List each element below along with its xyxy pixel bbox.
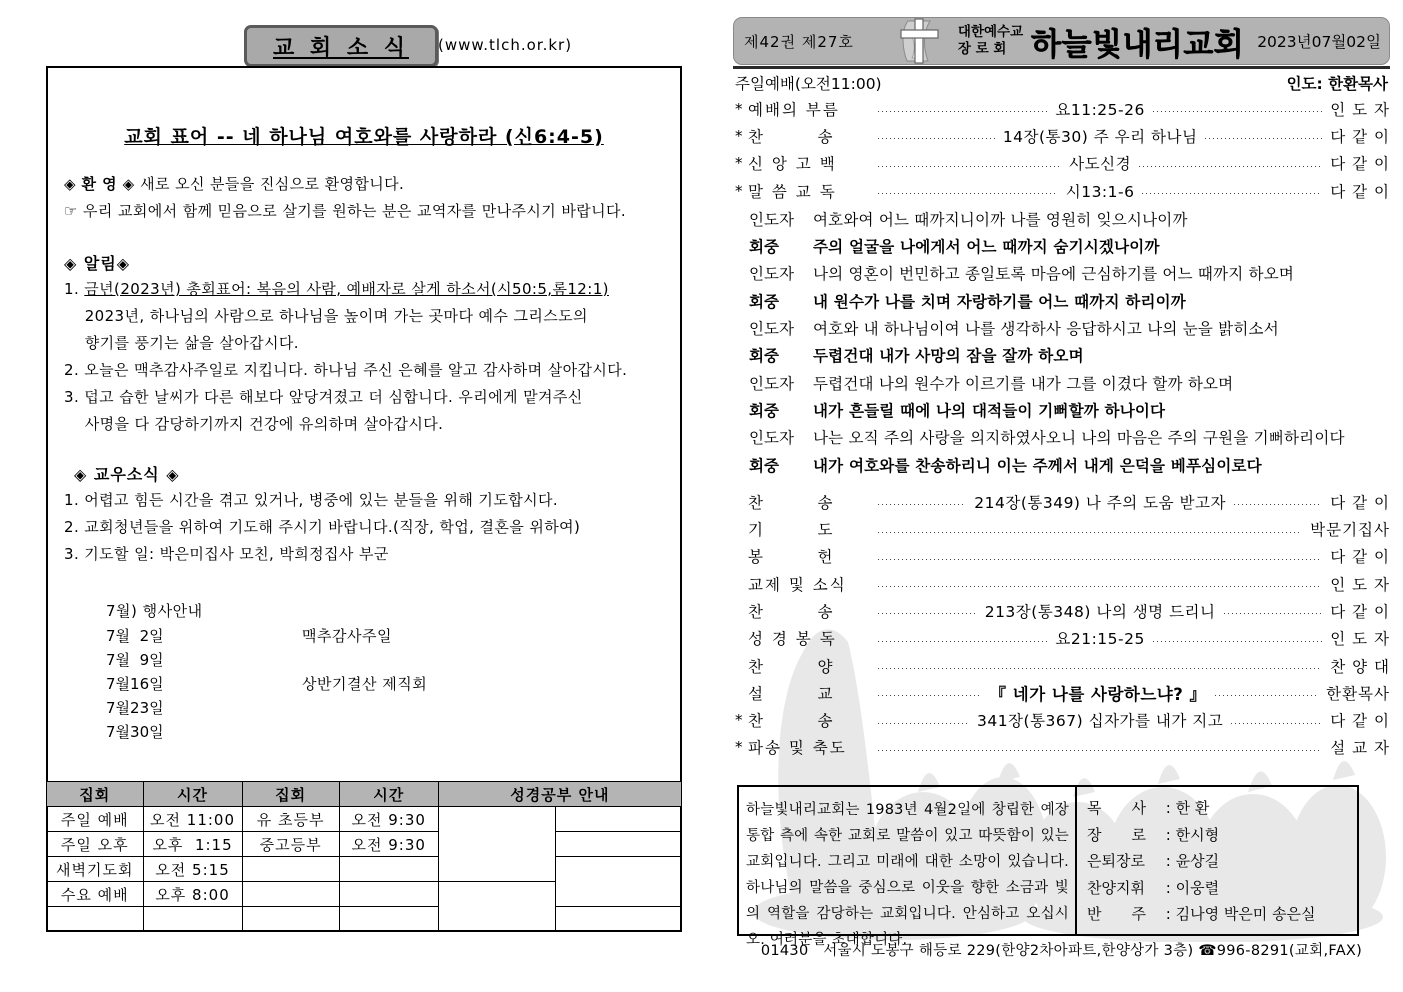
- event-name: 맥추감사주일: [302, 627, 392, 645]
- reading-text: 여호와여 어느 때까지니이까 나를 영원히 잊으시나이까: [813, 210, 1188, 229]
- church-news-title-box: [244, 25, 438, 67]
- worship-item-label: 설 교: [748, 684, 835, 703]
- leader-dots: [878, 612, 977, 615]
- worship-row: [735, 625, 1390, 652]
- worship-item-role: 다 같 이: [1330, 548, 1390, 567]
- leader-dots: [1231, 722, 1322, 725]
- worship-row: [735, 122, 1390, 149]
- schedule-header-cell: 성경공부 안내: [438, 782, 681, 807]
- leader-dots: [878, 165, 1061, 168]
- worship-row: [735, 597, 1390, 624]
- staff-name: 윤상길: [1175, 852, 1220, 870]
- church-website-url: (www.tlch.or.kr): [438, 36, 573, 54]
- staff-colon: :: [1161, 905, 1176, 923]
- reading-row: [735, 424, 1390, 451]
- order-of-worship: [735, 95, 1390, 761]
- welcome-line: [64, 198, 664, 225]
- worship-item-role: 다 같 이: [1330, 602, 1390, 621]
- worship-item-label: 봉 헌: [748, 548, 835, 567]
- worship-item-label: 말 씀 교 독: [748, 182, 837, 201]
- text-segment: 3. 기도할 일: 박은미집사 모친, 박희정집사 부군: [64, 545, 389, 563]
- july-events-section: [106, 598, 664, 744]
- worship-item-role: 다 같 이: [1330, 182, 1390, 201]
- church-address-phone: 01430 서울시 도봉구 해등로 229(한양2차아파트,한양상가 3층) ☎996-8291(교회,FAX): [760, 943, 1363, 959]
- worship-item-label: 교제 및 소식: [748, 575, 847, 594]
- worship-star: *: [735, 738, 743, 757]
- staff-row: [1087, 901, 1357, 928]
- worship-row: [735, 543, 1390, 570]
- notice-line: [64, 357, 664, 384]
- event-date: 7월30일: [106, 723, 164, 741]
- order-of-worship-bottom: [735, 488, 1390, 761]
- staff-colon: :: [1161, 825, 1176, 844]
- worship-star: *: [735, 126, 743, 145]
- church-info-box: [737, 785, 1359, 948]
- church-introduction: 하늘빛내리교회는 1983년 4월2일에 창립한 예장통합 측에 속한 교회로 말씀이 있고 따뜻함이 있는 교회입니다. 그리고 미래에 대한 소망이 있습니다. 하나님의 말씀을 중심으로 이웃을 향한 소금과 빛의 역할을 감당하는 교회입니다. 안심하고 오십시오. 여러분을 초대합니다.: [739, 787, 1077, 934]
- reading-speaker: 인도자: [749, 320, 794, 339]
- event-date: 7월23일: [106, 699, 164, 717]
- leader-dots: [878, 749, 1322, 752]
- schedule-row: [47, 807, 682, 832]
- schedule-header-cell: 시간: [143, 782, 242, 807]
- worship-star: *: [735, 99, 743, 118]
- bible-study-cell: [555, 857, 681, 907]
- reading-text: 나의 영혼이 번민하고 종일토록 마음에 근심하기를 어느 때까지 하오며: [813, 265, 1295, 284]
- worship-item-label: 찬 양: [748, 657, 835, 676]
- reading-text: 여호와 내 하나님이여 나를 생각하사 응답하시고 나의 눈을 밝히소서: [813, 320, 1279, 339]
- denomination-name: [958, 24, 1023, 58]
- left-page: [46, 0, 682, 992]
- schedule-cell: [47, 907, 144, 932]
- worship-row: [735, 95, 1390, 122]
- schedule-cell: [242, 882, 339, 907]
- worship-item-content: 14장(통30) 주 우리 하나님: [1002, 127, 1198, 146]
- reading-speaker: 회중: [749, 292, 779, 311]
- schedule-cell: 오전 9:30: [339, 832, 438, 857]
- member-news-line: [64, 514, 664, 541]
- schedule-cell: 중고등부: [242, 832, 339, 857]
- reading-row: [735, 260, 1390, 287]
- worship-item-content: 요21:15-25: [1055, 630, 1145, 649]
- staff-name: 한 환: [1175, 799, 1210, 817]
- text-segment: ☞ 우리 교회에서 함께 믿음으로 살기를 원하는 분은 교역자를 만나주시기 바랍니다.: [64, 202, 627, 220]
- masthead-bar: [733, 17, 1390, 65]
- text-segment: 3. 덥고 습한 날씨가 다른 해보다 앞당겨졌고 더 심합니다. 우리에게 맡겨주신: [64, 388, 583, 406]
- reading-row: [735, 205, 1390, 232]
- member-news-line: [64, 487, 664, 514]
- staff-row: [1087, 822, 1357, 849]
- staff-row: [1087, 875, 1357, 902]
- reading-speaker: 인도자: [749, 265, 794, 284]
- reading-row: [735, 314, 1390, 341]
- staff-name: 이웅렬: [1175, 878, 1220, 897]
- church-name: 하늘빛내리교회: [1031, 26, 1245, 63]
- worship-item-role: 인 도 자: [1330, 100, 1390, 119]
- worship-item-role: 다 같 이: [1330, 127, 1391, 146]
- reading-row: [735, 369, 1390, 396]
- service-title: 주일예배(오전11:00): [735, 75, 882, 93]
- event-date: 7월16일: [106, 675, 164, 693]
- worship-item-role: 인 도 자: [1330, 575, 1390, 594]
- worship-item-content: 요11:25-26: [1055, 100, 1145, 119]
- worship-star: *: [735, 711, 743, 730]
- worship-item-label: 찬 송: [748, 712, 835, 731]
- leader-dots: [1153, 640, 1322, 643]
- worship-item-role: 설 교 자: [1330, 739, 1390, 758]
- member-news-heading: ◈ 교우소식 ◈: [74, 465, 180, 484]
- schedule-header-cell: 집회: [47, 782, 144, 807]
- reading-text: 내가 여호와를 찬송하리니 이는 주께서 내게 은덕을 베푸심이로다: [813, 456, 1262, 475]
- worship-item-label: 찬 송: [748, 602, 835, 621]
- text-segment: 향기를 풍기는 삶을 살아갑시다.: [64, 334, 299, 352]
- worship-row: [735, 734, 1390, 761]
- worship-item-content: 사도신경: [1069, 155, 1132, 174]
- event-row: [106, 624, 664, 648]
- church-news-title: 교 회 소 식: [273, 35, 409, 61]
- schedule-row: [47, 857, 682, 882]
- worship-item-role: 한환목사: [1326, 684, 1390, 703]
- volume-issue: 제42권 제27호: [744, 32, 854, 51]
- worship-item-label: 찬 송: [748, 127, 835, 146]
- worship-item-content: 341장(통367) 십자가를 내가 지고: [976, 712, 1224, 731]
- leader-dots: [878, 722, 969, 725]
- member-news-section: [64, 487, 664, 568]
- reading-speaker: 인도자: [749, 429, 794, 448]
- text-segment: 2. 오늘은 맥추감사주일로 지킵니다. 하나님 주신 은혜를 알고 감사하며 살아갑시다.: [64, 361, 628, 379]
- july-events-heading: 7월) 행사안내: [106, 602, 203, 620]
- schedule-cell: 수요 예배: [47, 882, 144, 907]
- schedule-cell: 유 초등부: [242, 807, 339, 832]
- notices-section: [64, 276, 664, 438]
- leader-dots: [878, 192, 1058, 195]
- reading-speaker: 회중: [749, 456, 779, 475]
- leader-dots: [878, 558, 1322, 561]
- leader-dots: [1215, 694, 1319, 697]
- leader-dots: [878, 137, 995, 140]
- issue-date: 2023년07월02일: [1257, 33, 1381, 51]
- text-segment: 금년(2023년) 총회표어: 복음의 사람, 예배자로 살게 하소서(시50:5,롬12:1): [84, 280, 609, 298]
- staff-list: [1077, 787, 1357, 934]
- schedule-cell: [339, 907, 438, 932]
- worship-row: [735, 652, 1390, 679]
- bible-study-cell: [555, 907, 681, 932]
- leader-dots: [1139, 165, 1322, 168]
- text-segment: ◈ 환 영 ◈: [64, 175, 141, 193]
- schedule-cell: 오후 8:00: [143, 882, 242, 907]
- text-segment: 2. 교회청년들을 위하여 기도해 주시기 바랍니다.(직장, 학업, 결혼을 위하여): [64, 518, 581, 536]
- notice-line: [64, 411, 664, 438]
- worship-row: [735, 570, 1390, 597]
- text-segment: 1.: [64, 280, 85, 298]
- staff-row: [1087, 848, 1357, 875]
- reading-speaker: 회중: [749, 347, 779, 366]
- worship-row: [735, 488, 1390, 515]
- reading-text: 나는 오직 주의 사랑을 의지하였사오니 나의 마음은 주의 구원을 기뻐하리이다: [813, 429, 1345, 448]
- worship-item-label: 기 도: [748, 521, 835, 540]
- schedule-cell: 새벽기도회: [47, 857, 144, 882]
- notice-line: [64, 303, 664, 330]
- reading-speaker: 회중: [749, 401, 779, 420]
- worship-item-content: 시13:1-6: [1065, 182, 1135, 201]
- schedule-header-cell: 집회: [242, 782, 339, 807]
- reading-speaker: 인도자: [749, 210, 794, 229]
- schedule-cell: 오전 9:30: [339, 807, 438, 832]
- schedule-header-row: [47, 782, 682, 807]
- leader-dots: [1205, 137, 1322, 140]
- church-slogan: 교회 표어 -- 네 하나님 여호와를 사랑하라 (신6:4-5): [124, 126, 604, 148]
- schedule-cell: [339, 882, 438, 907]
- reading-text: 내가 흔들릴 때에 나의 대적들이 기뻐할까 하나이다: [813, 401, 1166, 420]
- worship-item-role: 다 같 이: [1330, 493, 1391, 512]
- leader-dots: [878, 694, 982, 697]
- event-name: 상반기결산 제직회: [302, 675, 428, 693]
- staff-name: 김나영 박은미 송은실: [1175, 905, 1316, 923]
- masthead-rule: [733, 66, 1390, 69]
- leader-dots: [878, 585, 1322, 588]
- worship-item-label: 찬 송: [748, 493, 835, 512]
- staff-colon: :: [1161, 878, 1176, 897]
- order-of-worship-top: [735, 95, 1390, 204]
- worship-item-role: 다 같 이: [1330, 712, 1390, 731]
- schedule-cell: [339, 857, 438, 882]
- denomination-cross-icon: [892, 18, 950, 64]
- event-date: 7월 2일: [106, 627, 164, 645]
- staff-name: 한시형: [1175, 825, 1220, 844]
- reading-row: [735, 232, 1390, 259]
- worship-item-content: 213장(통348) 나의 생명 드리니: [984, 602, 1216, 621]
- reading-row: [735, 396, 1390, 423]
- text-segment: 1. 어렵고 힘든 시간을 겪고 있거나, 병중에 있는 분들을 위해 기도합시다.: [64, 491, 559, 509]
- worship-item-role: 인 도 자: [1330, 630, 1390, 649]
- event-row: [106, 648, 664, 672]
- reading-speaker: 인도자: [749, 374, 794, 393]
- worship-item-role: 찬 양 대: [1330, 657, 1390, 676]
- left-content-box: [46, 66, 682, 932]
- schedule-cell: 오전 5:15: [143, 857, 242, 882]
- worship-item-content: 『 네가 나를 사랑하느냐? 』: [989, 684, 1207, 704]
- event-row: [106, 672, 664, 696]
- notice-line: [64, 330, 664, 357]
- bible-study-cell: [555, 807, 681, 832]
- worship-item-content: 214장(통349) 나 주의 도움 받고자: [974, 493, 1226, 512]
- leader-dots: [878, 667, 1322, 670]
- schedule-cell: [242, 907, 339, 932]
- event-row: [106, 720, 664, 744]
- reading-row: [735, 342, 1390, 369]
- member-news-line: [64, 541, 664, 568]
- leader-dots: [878, 531, 1302, 534]
- leader-dots: [878, 503, 966, 506]
- schedule-cell: 오후 1:15: [143, 832, 242, 857]
- worship-row: [735, 177, 1390, 204]
- worship-row: [735, 679, 1390, 706]
- leader-dots: [878, 640, 1047, 643]
- right-page: [733, 0, 1392, 992]
- bible-study-cell: [438, 807, 555, 882]
- service-leader: 인도: 한환목사: [1286, 75, 1388, 93]
- worship-item-role: 박문기집사: [1310, 521, 1390, 540]
- schedule-cell: 주일 예배: [47, 807, 144, 832]
- bible-study-cell: [438, 882, 555, 932]
- denomination-line1: 대한예수교: [957, 24, 1024, 40]
- worship-item-label: 예배의 부름: [748, 100, 840, 119]
- leader-dots: [1224, 612, 1323, 615]
- staff-row: [1087, 795, 1357, 822]
- reading-row: [735, 451, 1390, 478]
- reading-text: 두렵건대 내가 사망의 잠을 잘까 하오며: [813, 347, 1084, 366]
- staff-role: 반 주: [1087, 905, 1146, 923]
- worship-row: [735, 150, 1390, 177]
- staff-role: 찬양지휘: [1087, 878, 1145, 897]
- staff-role: 목 사: [1087, 799, 1146, 817]
- schedule-cell: 오전 11:00: [143, 807, 242, 832]
- welcome-section: [64, 171, 664, 225]
- worship-star: *: [735, 154, 743, 173]
- notice-line: [64, 276, 664, 303]
- leader-dots: [878, 110, 1047, 113]
- schedule-cell: 주일 오후: [47, 832, 144, 857]
- event-row: [106, 696, 664, 720]
- leader-dots: [1153, 110, 1322, 113]
- worship-item-label: 신 앙 고 백: [748, 155, 837, 174]
- service-schedule-table: [46, 781, 682, 932]
- responsive-reading: [735, 205, 1390, 478]
- schedule-cell: [143, 907, 242, 932]
- text-segment: 2023년, 하나님의 사람으로 하나님을 높이며 가는 곳마다 예수 그리스도의: [64, 307, 588, 325]
- worship-item-label: 성 경 봉 독: [748, 630, 837, 649]
- reading-row: [735, 287, 1390, 314]
- reading-text: 주의 얼굴을 나에게서 어느 때까지 숨기시겠나이까: [813, 238, 1160, 257]
- event-date: 7월 9일: [106, 651, 164, 669]
- schedule-row: [47, 907, 682, 932]
- schedule-header-cell: 시간: [339, 782, 438, 807]
- worship-row: [735, 707, 1390, 734]
- notice-line: [64, 384, 664, 411]
- leader-dots: [1234, 503, 1322, 506]
- schedule-cell: [242, 857, 339, 882]
- worship-item-role: 다 같 이: [1330, 155, 1390, 174]
- denomination-line2: 장 로 회: [957, 41, 1007, 57]
- reading-speaker: 회중: [749, 238, 779, 257]
- leader-dots: [1142, 192, 1322, 195]
- worship-star: *: [735, 181, 743, 200]
- notices-heading: ◈ 알림◈: [64, 254, 131, 273]
- schedule-row: [47, 832, 682, 857]
- reading-text: 두렵건대 나의 원수가 이르기를 내가 그를 이겼다 할까 하오며: [813, 374, 1234, 393]
- staff-colon: :: [1161, 799, 1176, 817]
- text-segment: 새로 오신 분들을 진심으로 환영합니다.: [140, 175, 405, 193]
- bible-study-cell: [555, 832, 681, 857]
- worship-row: [735, 515, 1390, 542]
- welcome-line: [64, 171, 664, 198]
- staff-colon: :: [1161, 852, 1176, 870]
- text-segment: 사명을 다 감당하기까지 건강에 유의하며 살아갑시다.: [64, 415, 444, 433]
- staff-role: 은퇴장로: [1087, 852, 1145, 870]
- reading-text: 내 원수가 나를 치며 자랑하기를 어느 때까지 하리이까: [813, 292, 1186, 311]
- worship-item-label: 파송 및 축도: [748, 739, 847, 758]
- staff-role: 장 로: [1087, 825, 1146, 844]
